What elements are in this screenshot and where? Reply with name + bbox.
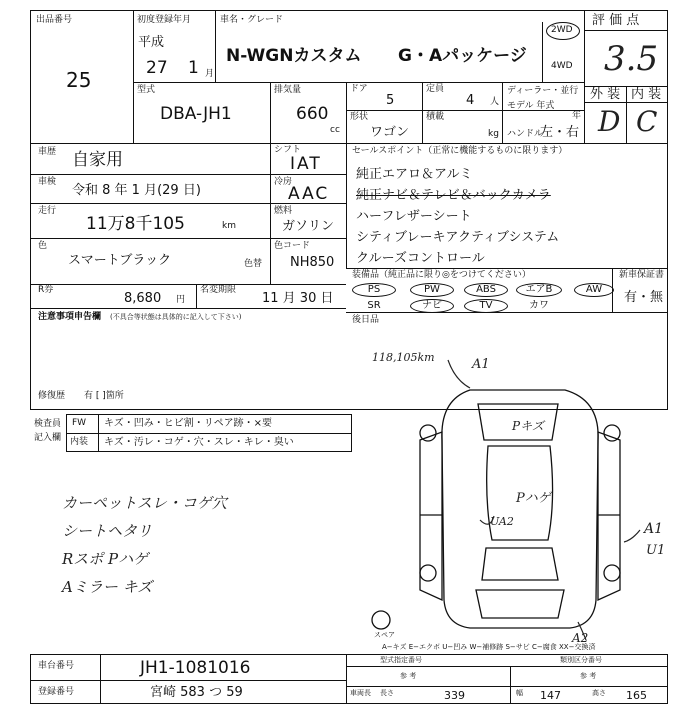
cc-unit: cc (330, 125, 340, 135)
hand-km-note: 118,105km (372, 351, 435, 364)
plate: 宮崎 583 つ 59 (150, 685, 243, 700)
kg-unit: kg (488, 129, 499, 139)
opt-tv: TV (479, 300, 493, 311)
inspection: 令和 8 年 1 月(29 日) (72, 183, 201, 198)
warranty-label: 新車保証書 (619, 270, 665, 280)
hand-p-hood: Pキズ (512, 419, 544, 433)
damage-legend: A−キズ E−エクボ U−凹み W−補修跡 S−サビ C−腐食 XX−交換済 (382, 643, 596, 651)
first-reg-label: 初度登録年月 (137, 15, 192, 25)
handle-label: ハンドル (507, 129, 544, 139)
inspect-label-2: 記入欄 (34, 433, 62, 443)
hand-u1: U1 (646, 543, 666, 558)
drive-4wd: 4WD (551, 61, 573, 71)
opt-airbag: エアB (525, 284, 553, 295)
mileage-label: 走行 (38, 206, 57, 216)
handwritten-notes (62, 492, 227, 604)
ac: AAC (288, 184, 330, 204)
length-label: 長さ (380, 689, 394, 697)
height: 165 (626, 689, 647, 702)
person-unit: 人 (490, 97, 500, 107)
opt-leather: カワ (529, 300, 549, 311)
ref-label: 参 考 (400, 672, 417, 680)
attention-sub: (不具合等状態は具体的に記入して下さい) (110, 313, 242, 321)
deadline: 11 月 30 日 (262, 291, 334, 306)
inspect-ext-label: FW (72, 418, 87, 428)
grade: G・Aパッケージ (398, 46, 527, 66)
opt-navi: ナビ (422, 300, 442, 311)
shift-label: シフト (274, 145, 302, 155)
inspection-label: 車検 (38, 177, 57, 187)
hand-a1-side: A1 (644, 521, 664, 537)
model-label: 車名・グレード (220, 15, 284, 25)
chassis: JH1-1081016 (140, 658, 251, 678)
chassis-label: 車台番号 (38, 661, 75, 671)
repair-label: 修復歴 (38, 391, 66, 401)
capacity: 4 (466, 93, 475, 108)
inspect-int-items: キズ・汚レ・コゲ・穴・スレ・キレ・臭い (104, 437, 294, 448)
year-unit: 年 (572, 111, 582, 121)
plate-label: 登録番号 (38, 687, 75, 697)
recycle: 8,680 (124, 291, 162, 306)
class-label: 類別区分番号 (560, 656, 602, 664)
ref-label-2: 参 考 (580, 672, 597, 680)
month-unit: 月 (205, 69, 215, 79)
rear-label: 後日品 (352, 315, 380, 325)
sales-point: ハーフレザーシート (356, 209, 472, 224)
type-label: 型式 (137, 85, 156, 95)
shift: IAT (290, 154, 322, 174)
hand-p-roof: Pハゲ (516, 491, 551, 506)
load-label: 積載 (426, 112, 445, 122)
displacement: 660 (296, 104, 329, 124)
recycle-label: R券 (38, 285, 54, 295)
lot-number: 25 (66, 68, 92, 92)
car-name: N-WGNカスタム (226, 46, 362, 66)
lot-label: 出品番号 (36, 15, 73, 25)
body: ワゴン (370, 125, 410, 140)
reg-year: 27 (146, 58, 168, 78)
inspect-ext-items: キズ・凹み・ヒビ割・リペア跡・×要 (104, 418, 272, 429)
color-label: 色 (38, 241, 48, 251)
sales-point: クルーズコントロール (356, 251, 485, 266)
era: 平成 (138, 35, 165, 50)
drive-2wd: 2WD (551, 25, 573, 35)
height-label: 高さ (592, 689, 606, 697)
reg-month: 1 (188, 58, 199, 78)
length: 339 (444, 689, 465, 702)
fuel: ガソリン (282, 219, 335, 234)
ac-label: 冷房 (274, 177, 293, 187)
hand-note: Aミラー キズ (62, 578, 153, 596)
handle: 左・右 (540, 125, 580, 140)
hand-a1-top: A1 (472, 357, 490, 372)
hand-ua2: UA2 (490, 515, 514, 528)
sales-point: 純正エアロ＆アルミ (356, 167, 473, 182)
body-label: 形状 (350, 112, 369, 122)
dealer-label: ディーラー・並行 (507, 86, 579, 96)
model-year-label: モデル 年式 (507, 101, 555, 111)
inspect-label-1: 検査員 (34, 419, 62, 429)
sales-points-label: セールスポイント（正常に機能するものに限ります） (352, 146, 568, 156)
spare-label: スペア (374, 631, 395, 639)
hand-note: Rスポ Pハゲ (62, 550, 149, 568)
width-label: 幅 (516, 689, 523, 697)
score: 3.5 (604, 39, 659, 79)
interior-label: 内 装 (631, 87, 662, 102)
yen-unit: 円 (176, 295, 186, 305)
km-unit: km (222, 221, 236, 231)
exterior-label: 外 装 (590, 87, 621, 102)
type-spec-label: 型式指定番号 (380, 656, 422, 664)
equipment-label: 装備品（純正品に限り◎をつけてください） (352, 270, 531, 280)
hand-a2-bottom: A2 (572, 631, 589, 645)
inspect-int-label: 内装 (70, 437, 89, 447)
opt-pw: PW (424, 284, 440, 295)
sales-points-list (356, 163, 559, 268)
capacity-label: 定員 (426, 84, 445, 94)
doors-label: ドア (350, 84, 368, 94)
score-label: 評 価 点 (592, 13, 640, 28)
width: 147 (540, 689, 561, 702)
sales-point: 純正ナビ＆テレビ＆バックカメラ (356, 188, 551, 203)
deadline-label: 名変期限 (200, 285, 237, 295)
color: スマートブラック (68, 253, 172, 268)
exterior-grade: D (598, 105, 621, 138)
opt-abs: ABS (476, 284, 496, 295)
mileage: 11万8千105 (86, 214, 185, 234)
interior-grade: C (636, 105, 658, 138)
hand-note: シートヘタリ (62, 522, 153, 540)
sales-point: シティブレーキアクティブシステム (356, 230, 560, 245)
color-swap-label: 色替 (244, 259, 263, 269)
use: 自家用 (72, 150, 123, 170)
color-no: NH850 (290, 255, 335, 270)
attention-label: 注意事項申告欄 (38, 312, 102, 322)
displacement-label: 排気量 (274, 85, 302, 95)
hand-note: カーペットスレ・コゲ穴 (62, 494, 227, 512)
opt-ps: PS (367, 284, 381, 295)
doors: 5 (386, 93, 395, 108)
model-code: DBA-JH1 (160, 104, 232, 124)
opt-aw: AW (585, 284, 603, 295)
opt-sr: SR (367, 300, 381, 311)
fuel-label: 燃料 (274, 206, 293, 216)
dims-label: 車両長 (350, 689, 371, 697)
repair: 有 [ ]箇所 (84, 391, 124, 401)
use-label: 車歴 (38, 147, 57, 157)
warranty: 有・無 (624, 290, 664, 305)
color-no-label: 色コード (274, 241, 311, 251)
